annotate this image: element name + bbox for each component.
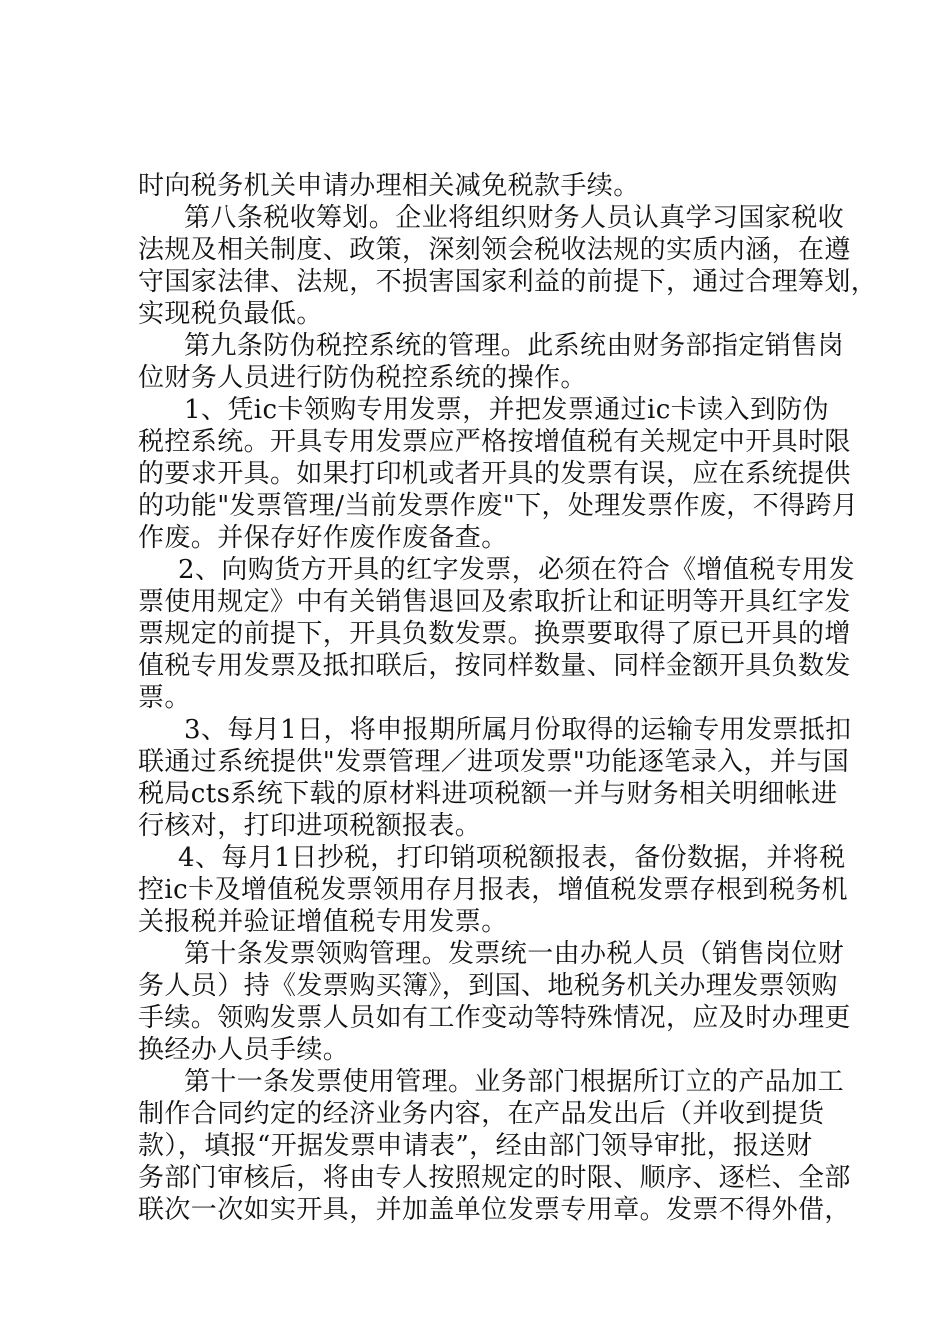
text-line: 法规及相关制度、政策，深刻领会税收法规的实质内涵，在遵 xyxy=(138,235,851,265)
text-line: 务部门审核后，将由专人按照规定的时限、顺序、逐栏、全部 xyxy=(138,1163,851,1193)
text-line: 联次一次如实开具，并加盖单位发票专用章。发票不得外借， xyxy=(138,1195,851,1225)
text-line: 的要求开具。如果打印机或者开具的发票有误，应在系统提供 xyxy=(138,459,851,489)
text-line: 实现税负最低。 xyxy=(138,299,323,329)
text-line: 控ic卡及增值税发票领用存月报表，增值税发票存根到税务机 xyxy=(138,875,849,905)
text-line: 关报税并验证增值税专用发票。 xyxy=(138,907,508,937)
paragraph-first-line: 第十一条发票使用管理。业务部门根据所订立的产品加工 xyxy=(184,1067,845,1097)
text-line: 务人员）持《发票购买簿》，到国、地税务机关办理发票领购 xyxy=(138,971,838,1001)
text-line: 票。 xyxy=(138,683,191,713)
paragraph-first-line: 1、凭ic卡领购专用发票，并把发票通过ic卡读入到防伪 xyxy=(184,395,830,425)
text-line: 制作合同约定的经济业务内容，在产品发出后（并收到提货 xyxy=(138,1099,825,1129)
text-line: 手续。领购发票人员如有工作变动等特殊情况，应及时办理更 xyxy=(138,1003,851,1033)
text-line: 税控系统。开具专用发票应严格按增值税有关规定中开具时限 xyxy=(138,427,851,457)
paragraph-first-line: 第十条发票领购管理。发票统一由办税人员（销售岗位财 xyxy=(184,939,845,969)
paragraph-first-line: 3、每月1日，将申报期所属月份取得的运输专用发票抵扣 xyxy=(184,715,852,745)
text-line: 值税专用发票及抵扣联后，按同样数量、同样金额开具负数发 xyxy=(138,651,851,681)
text-line: 守国家法律、法规，不损害国家利益的前提下，通过合理筹划， xyxy=(138,267,878,297)
text-line: 作废。并保存好作废作废备查。 xyxy=(138,523,508,553)
text-line: 时向税务机关申请办理相关减免税款手续。 xyxy=(138,171,640,201)
text-line: 位财务人员进行防伪税控系统的操作。 xyxy=(138,363,587,393)
paragraph-first-line: 第八条税收筹划。企业将组织财务人员认真学习国家税收 xyxy=(184,203,845,233)
text-line: 票使用规定》中有关销售退回及索取折让和证明等开具红字发 xyxy=(138,587,851,617)
text-line: 税局cts系统下载的原材料进项税额一并与财务相关明细帐进 xyxy=(138,779,838,809)
paragraph-first-line: 4、每月1日抄税，打印销项税额报表，备份数据，并将税 xyxy=(178,843,846,873)
text-line: 联通过系统提供"发票管理／进项发票"功能逐笔录入，并与国 xyxy=(138,747,850,777)
text-line: 换经办人员手续。 xyxy=(138,1035,350,1065)
document-body xyxy=(138,170,878,1226)
text-line: 行核对，打印进项税额报表。 xyxy=(138,811,482,841)
paragraph-first-line: 第九条防伪税控系统的管理。此系统由财务部指定销售岗 xyxy=(184,331,845,361)
paragraph-first-line: 2、向购货方开具的红字发票，必须在符合《增值税专用发 xyxy=(178,555,855,585)
text-line: 的功能"发票管理/当前发票作废"下，处理发票作废，不得跨月 xyxy=(138,491,859,521)
text-line: 票规定的前提下，开具负数发票。换票要取得了原已开具的增 xyxy=(138,619,851,649)
text-line: 款），填报“开据发票申请表”，经由部门领导审批，报送财 xyxy=(138,1131,813,1161)
